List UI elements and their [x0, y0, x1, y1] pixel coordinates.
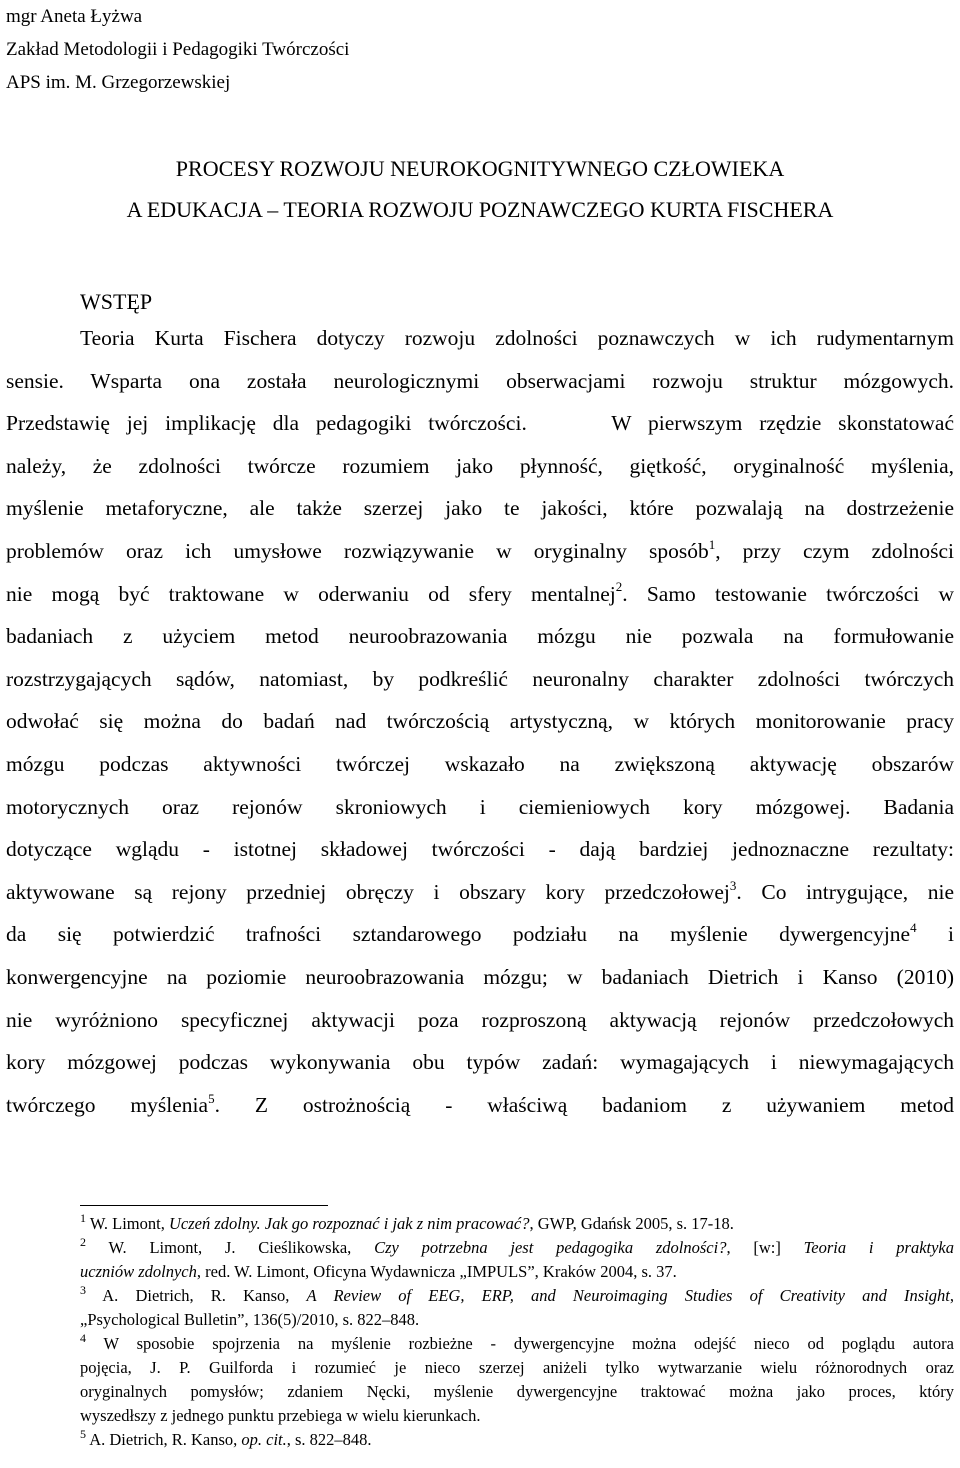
author-name: mgr Aneta Łyżwa	[6, 6, 143, 27]
footnote-text: W sposobie spojrzenia na myślenie rozbieżne - dywergencyjne można odejść nieco od poglądu autora	[103, 1334, 954, 1353]
footnote-separator	[80, 1205, 328, 1206]
author-department: Zakład Metodologii i Pedagogiki Twórczości	[6, 39, 350, 60]
footnote-text: , [w:]	[726, 1238, 804, 1257]
footnote-ref-5[interactable]: 5	[208, 1090, 215, 1106]
body-line: dotyczące wglądu - istotnej składowej twórczości - dają bardziej jednoznaczne rezultaty:	[6, 837, 954, 862]
footnote-title: Teoria i praktyka	[803, 1238, 955, 1257]
body-line: rozstrzygających sądów, natomiast, by podkreślić neuronalny charakter zdolności twórczych	[6, 666, 954, 691]
body-fragment: i	[916, 922, 954, 947]
body-fragment: nie mogą być traktowane w oderwaniu od sfery mentalnej	[6, 581, 616, 606]
body-fragment: problemów oraz ich umysłowe rozwiązywanie w oryginalny sposób	[6, 538, 709, 563]
body-line	[6, 1084, 954, 1127]
body-fragment: . Co intrygujące, nie	[736, 879, 954, 904]
footnote-ref-2[interactable]: 2	[615, 579, 623, 595]
footnote-text: A. Dietrich, R. Kanso,	[89, 1430, 242, 1449]
footnote-title: Czy potrzebna jest pedagogika zdolności?	[374, 1238, 727, 1257]
body-line: Teoria Kurta Fischera dotyczy rozwoju zdolności poznawczych w ich rudymentarnym	[80, 326, 954, 350]
footnotes	[80, 1212, 954, 1452]
footnote-text: pojęcia, J. P. Guilforda i rozumieć je nieco szerzej aniżeli tylko wytwarzanie wielu różnorodnych oraz	[80, 1358, 954, 1377]
body-line	[6, 530, 954, 573]
footnote-text: „Psychological Bulletin”, 136(5)/2010, s. 822–848.	[80, 1310, 420, 1329]
footnote-number: 4	[80, 1330, 86, 1345]
body-line: badaniach z użyciem metod neuroobrazowania mózgu nie pozwala na formułowanie	[6, 624, 954, 649]
footnote-number: 3	[80, 1282, 86, 1297]
body-line: należy, że zdolności twórcze rozumiem jako płynność, giętkość, oryginalność myślenia,	[6, 453, 954, 478]
body-fragment: da się potwierdzić trafności sztandarowego podziału na myślenie dywergencyjne	[6, 922, 911, 947]
section-heading: WSTĘP	[80, 289, 153, 314]
body-line: myślenie metaforyczne, ale także szerzej jako te jakości, które pozwalają na dostrzeżenie	[6, 496, 954, 521]
body-line: kory mózgowej podczas wykonywania obu typów zadań: wymagających i niewymagających	[6, 1050, 954, 1075]
body-fragment: twórczego myślenia	[6, 1092, 209, 1117]
footnote-text: W. Limont,	[89, 1214, 169, 1233]
body-line: konwergencyjne na poziomie neuroobrazowania mózgu; w badaniach Dietrich i Kanso (2010)	[6, 964, 954, 989]
footnote-number: 2	[80, 1234, 86, 1249]
footnote-ref-4[interactable]: 4	[910, 920, 917, 936]
footnote-3	[80, 1284, 954, 1332]
author-block	[6, 0, 349, 99]
footnote-4	[80, 1332, 954, 1428]
body-fragment: , przy czym zdolności	[715, 538, 954, 563]
body-line: nie wyróżniono specyficznej aktywacji poza rozproszoną aktywacją rejonów przedczołowych	[6, 1007, 954, 1032]
footnote-text: , s. 822–848.	[286, 1430, 372, 1449]
footnote-1	[80, 1212, 954, 1236]
body-line	[6, 871, 954, 914]
body-line: odwołać się można do badań nad twórczością artystyczną, w których monitorowanie pracy	[6, 709, 954, 734]
footnote-text: wyszedłszy z jednego punktu przebiega w wielu kierunkach.	[80, 1406, 481, 1425]
body-line	[6, 402, 954, 445]
body-line	[6, 573, 954, 616]
body-sentence: W pierwszym rzędzie skonstatować	[611, 411, 955, 436]
body-line: sensie. Wsparta ona została neurologicznymi obserwacjami rozwoju struktur mózgowych.	[6, 368, 954, 393]
title-line-1: PROCESY ROZWOJU NEUROKOGNITYWNEGO CZŁOWIEKA	[175, 156, 785, 181]
footnote-number: 1	[80, 1210, 86, 1225]
footnote-title: op. cit.	[241, 1430, 287, 1449]
footnote-text: A. Dietrich, R. Kanso,	[102, 1286, 307, 1305]
footnote-text: ,	[949, 1286, 954, 1305]
footnote-title: Uczeń zdolny. Jak go rozpoznać i jak z nim pracować?	[168, 1214, 530, 1233]
document-title	[0, 148, 960, 230]
footnote-title: A Review of EEG, ERP, and Neuroimaging Studies of Creativity and Insight	[306, 1286, 950, 1305]
footnote-5	[80, 1428, 954, 1452]
footnote-text: , GWP, Gdańsk 2005, s. 17-18.	[529, 1214, 734, 1233]
body-fragment: . Z ostrożnością - właściwą badaniom z używaniem metod	[214, 1092, 954, 1117]
footnote-text: , red. W. Limont, Oficyna Wydawnicza „IMPULS”, Kraków 2004, s. 37.	[196, 1262, 677, 1281]
footnote-ref-1[interactable]: 1	[708, 536, 716, 552]
body-line: motorycznych oraz rejonów skroniowych i ciemieniowych kory mózgowej. Badania	[6, 794, 954, 819]
footnote-text: W. Limont, J. Cieślikowska,	[108, 1238, 375, 1257]
footnote-title: uczniów zdolnych	[80, 1262, 197, 1281]
title-line-2: A EDUKACJA – TEORIA ROZWOJU POZNAWCZEGO KURTA FISCHERA	[126, 197, 834, 222]
body-sentence: Przedstawię jej implikację dla pedagogiki twórczości.	[6, 411, 527, 436]
author-institution: APS im. M. Grzegorzewskiej	[6, 72, 231, 93]
body-fragment: . Samo testowanie twórczości w	[622, 581, 954, 606]
footnote-text: oryginalnych pomysłów; zdaniem Nęcki, myślenie dywergencyjne traktować można jako proces, który	[80, 1382, 954, 1401]
body-fragment: aktywowane są rejony przedniej obręczy i obszary kory przedczołowej	[6, 879, 730, 904]
body-line	[6, 913, 954, 956]
body-line: mózgu podczas aktywności twórczej wskazało na zwiększoną aktywację obszarów	[6, 751, 954, 776]
body-text	[6, 317, 954, 1126]
footnote-2	[80, 1236, 954, 1284]
footnote-ref-3[interactable]: 3	[729, 877, 737, 893]
footnote-number: 5	[80, 1426, 86, 1441]
